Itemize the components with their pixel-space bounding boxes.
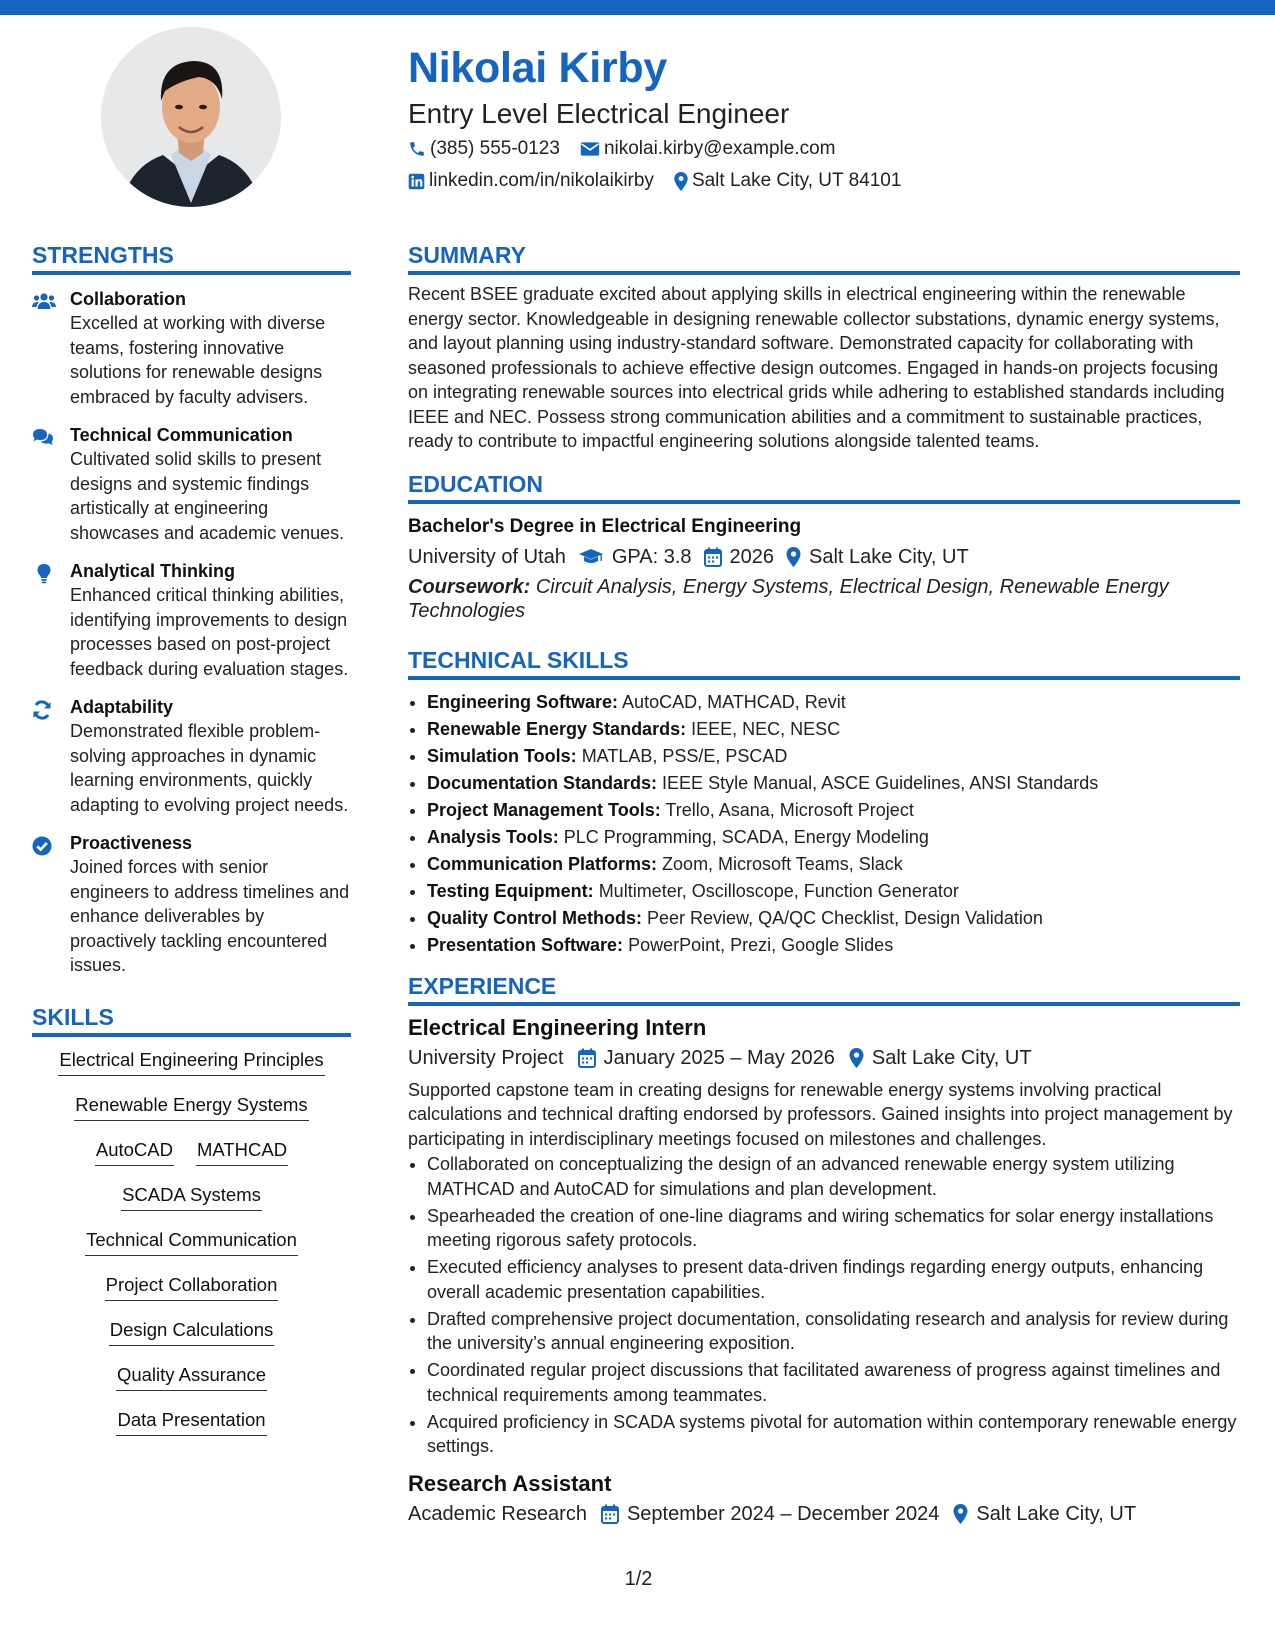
phone-icon [408, 140, 426, 158]
lightbulb-icon [32, 559, 70, 681]
strength-title: Adaptability [70, 697, 174, 717]
contact-row-1 [408, 134, 1228, 164]
strength-item [32, 831, 351, 978]
list-item: • Acquired proficiency in SCADA systems pivotal for automation within contemporary renewable energy settings. [427, 1410, 1240, 1459]
job-entry [408, 1013, 1240, 1459]
job-title: Entry Level Electrical Engineer [408, 98, 790, 129]
map-marker-icon [786, 547, 801, 567]
dates-text: January 2025 – May 2026 [603, 1046, 835, 1069]
org-text: University Project [408, 1046, 564, 1069]
job-location-text: Salt Lake City, UT [871, 1046, 1032, 1069]
gpa-text: GPA: 3.8 [611, 545, 692, 568]
technical-skills-heading: TECHNICAL SKILLS [408, 645, 1240, 680]
email-text[interactable]: nikolai.kirby@example.com [603, 138, 836, 159]
page-number [0, 1568, 1275, 1591]
calendar-icon [704, 547, 722, 567]
strengths-list [32, 287, 351, 978]
candidate-name: Nikolai Kirby [408, 44, 667, 92]
contact-row-2 [408, 166, 1228, 196]
resume-header [408, 42, 1228, 196]
linkedin-icon [408, 173, 425, 190]
job-org [408, 1043, 564, 1073]
users-icon [32, 287, 70, 409]
job-org [408, 1499, 587, 1529]
map-marker-icon [674, 172, 688, 191]
skills-section [32, 1002, 351, 1452]
skill-value: IEEE, NEC, NESC [691, 718, 841, 739]
skill-value: Peer Review, QA/QC Checklist, Design Validation [647, 907, 1043, 928]
skill-tag: Project Collaboration [105, 1272, 279, 1301]
list-item [427, 905, 1240, 932]
list-item [427, 824, 1240, 851]
strength-item [32, 423, 351, 545]
strength-title: Collaboration [70, 289, 186, 309]
skill-tag: MATHCAD [196, 1137, 288, 1166]
technical-skills-section [408, 645, 1240, 959]
skill-label: Presentation Software: [427, 934, 624, 955]
strength-description: Demonstrated flexible problem-solving approaches in dynamic learning environments, quickly adapting to evolving project needs. [70, 721, 349, 815]
list-item [427, 851, 1240, 878]
strength-item [32, 559, 351, 681]
gpa [578, 542, 692, 572]
job-meta [408, 1499, 1240, 1529]
skill-label: Engineering Software: [427, 691, 619, 712]
profile-photo [101, 27, 281, 207]
coursework [408, 575, 1240, 624]
technical-skills-list [408, 689, 1240, 959]
sync-icon [32, 695, 70, 817]
skill-label: Project Management Tools: [427, 799, 661, 820]
coursework-text: Circuit Analysis, Energy Systems, Electrical Design, Renewable Energy Technologies [408, 575, 1169, 622]
map-marker-icon [953, 1504, 968, 1524]
linkedin-text[interactable]: linkedin.com/in/nikolaikirby [429, 170, 654, 191]
strength-description: Cultivated solid skills to present designs and systemic findings artistically at engineering showcases and academic venues. [70, 449, 345, 543]
list-item [427, 932, 1240, 959]
skill-tag: Design Calculations [109, 1317, 275, 1346]
grad-year [704, 542, 775, 572]
skill-label: Documentation Standards: [427, 772, 658, 793]
job-location [953, 1499, 1136, 1529]
job-role: Electrical Engineering Intern [408, 1014, 707, 1040]
year-text: 2026 [729, 545, 775, 568]
skill-tag: SCADA Systems [121, 1182, 262, 1211]
education-meta [408, 542, 1240, 572]
strength-title: Technical Communication [70, 425, 293, 445]
skill-value: PowerPoint, Prezi, Google Slides [628, 934, 894, 955]
linkedin-contact[interactable] [408, 170, 654, 192]
skill-tag: Quality Assurance [116, 1362, 267, 1391]
comments-icon [32, 423, 70, 545]
phone-text: (385) 555-0123 [430, 138, 560, 159]
job-dates [578, 1043, 835, 1073]
skill-label: Quality Control Methods: [427, 907, 642, 928]
list-item: • Drafted comprehensive project documentation, consolidating research and analysis for review during the university’s annual engineering exposition. [427, 1307, 1240, 1356]
job-location [849, 1043, 1032, 1073]
skill-value: MATLAB, PSS/E, PSCAD [581, 745, 788, 766]
summary-text: Recent BSEE graduate excited about applying skills in electrical engineering within the renewable energy sector. Knowledgeable in designing renewable collector substations, dynamic energy systems, and layout planning using industry-standard software. Demonstrated capacity for collaborating with seasoned professionals to achieve effective design outcomes. Engaged in hands-on projects focusing on integrating renewable sources into electrical grids while adhering to established standards including IEEE and NEC. Possess strong communication abilities and a commitment to sustainable practices, ready to contribute to impactful engineering solutions alongside talented teams. [408, 284, 1225, 451]
strength-description: Joined forces with senior engineers to address timelines and enhance deliverables by proactively tackling encountered issues. [70, 857, 350, 975]
skill-tag: Electrical Engineering Principles [58, 1047, 324, 1076]
strength-description: Enhanced critical thinking abilities, identifying improvements to design processes based on post-project feedback during evaluation stages. [70, 585, 349, 679]
job-bullets [408, 1152, 1240, 1459]
skills-tags [32, 1047, 351, 1452]
strength-title: Analytical Thinking [70, 561, 236, 581]
education-location [786, 542, 969, 572]
list-item: • Coordinated regular project discussions that facilitated awareness of progress against timelines and technical requirements among teammates. [427, 1358, 1240, 1407]
phone-contact [408, 138, 560, 160]
skill-tag: Data Presentation [116, 1407, 266, 1436]
degree-title: Bachelor's Degree in Electrical Engineering [408, 515, 802, 537]
job-role: Research Assistant [408, 1470, 612, 1496]
list-item [427, 743, 1240, 770]
calendar-icon [601, 1504, 619, 1524]
calendar-icon [578, 1048, 596, 1068]
skill-label: Renewable Energy Standards: [427, 718, 687, 739]
education-location-text: Salt Lake City, UT [809, 545, 969, 568]
job-dates [601, 1499, 939, 1529]
skill-value: Zoom, Microsoft Teams, Slack [662, 853, 903, 874]
summary-heading: SUMMARY [408, 240, 1240, 275]
strength-item [32, 287, 351, 409]
job-summary: Supported capstone team in creating designs for renewable energy systems involving practical calculations and technical drafting endorsed by professors. Gained insights into project management by participating in interdisciplinary meetings focused on milestones and challenges. [408, 1079, 1233, 1149]
school-text: University of Utah [408, 545, 566, 568]
coursework-label: Coursework: [408, 575, 531, 598]
job-location-text: Salt Lake City, UT [976, 1502, 1137, 1525]
list-item [427, 770, 1240, 797]
map-marker-icon [849, 1048, 864, 1068]
profile-photo-image [101, 27, 281, 207]
skill-label: Simulation Tools: [427, 745, 577, 766]
list-item: • Spearheaded the creation of one-line diagrams and wiring schematics for solar energy installations meeting rigorous safety protocols. [427, 1204, 1240, 1253]
skill-tag: Technical Communication [85, 1227, 298, 1256]
list-item: • Executed efficiency analyses to present data-driven findings regarding energy outputs, enhancing overall academic presentation capabilities. [427, 1255, 1240, 1304]
skill-value: PLC Programming, SCADA, Energy Modeling [563, 826, 929, 847]
skill-label: Communication Platforms: [427, 853, 658, 874]
strength-description: Excelled at working with diverse teams, fostering innovative solutions for renewable designs embraced by faculty advisers. [70, 313, 326, 407]
skill-label: Analysis Tools: [427, 826, 559, 847]
education-section [408, 469, 1240, 624]
experience-heading: EXPERIENCE [408, 971, 1240, 1006]
location-text: Salt Lake City, UT 84101 [691, 170, 902, 191]
skill-label: Testing Equipment: [427, 880, 594, 901]
list-item [427, 878, 1240, 905]
skill-tag: Renewable Energy Systems [74, 1092, 308, 1121]
check-circle-icon [32, 831, 70, 978]
skills-heading: SKILLS [32, 1002, 351, 1037]
skill-value: Trello, Asana, Microsoft Project [665, 799, 914, 820]
school-name [408, 542, 566, 572]
strength-title: Proactiveness [70, 833, 193, 853]
strength-item [32, 695, 351, 817]
list-item [427, 716, 1240, 743]
right-column [408, 240, 1240, 1529]
location-contact [674, 170, 901, 192]
list-item: • Collaborated on conceptualizing the design of an advanced renewable energy system utilizing MATHCAD and AutoCAD for simulations and plan development. [427, 1152, 1240, 1201]
skill-value: Multimeter, Oscilloscope, Function Generator [598, 880, 959, 901]
email-contact[interactable] [580, 138, 836, 160]
job-meta [408, 1043, 1240, 1073]
list-item [427, 797, 1240, 824]
strengths-heading: STRENGTHS [32, 240, 351, 275]
envelope-icon [580, 141, 600, 157]
top-accent-bar [0, 0, 1275, 15]
dates-text: September 2024 – December 2024 [626, 1502, 940, 1525]
skill-value: AutoCAD, MATHCAD, Revit [622, 691, 846, 712]
left-column [32, 240, 351, 1452]
skill-tag: AutoCAD [95, 1137, 174, 1166]
experience-section [408, 971, 1240, 1529]
org-text: Academic Research [408, 1502, 587, 1525]
skill-value: IEEE Style Manual, ASCE Guidelines, ANSI Standards [662, 772, 1099, 793]
job-entry [408, 1469, 1240, 1529]
list-item [427, 689, 1240, 716]
graduation-cap-icon [578, 548, 604, 566]
page-number-text: 1/2 [624, 1568, 653, 1590]
education-heading: EDUCATION [408, 469, 1240, 504]
